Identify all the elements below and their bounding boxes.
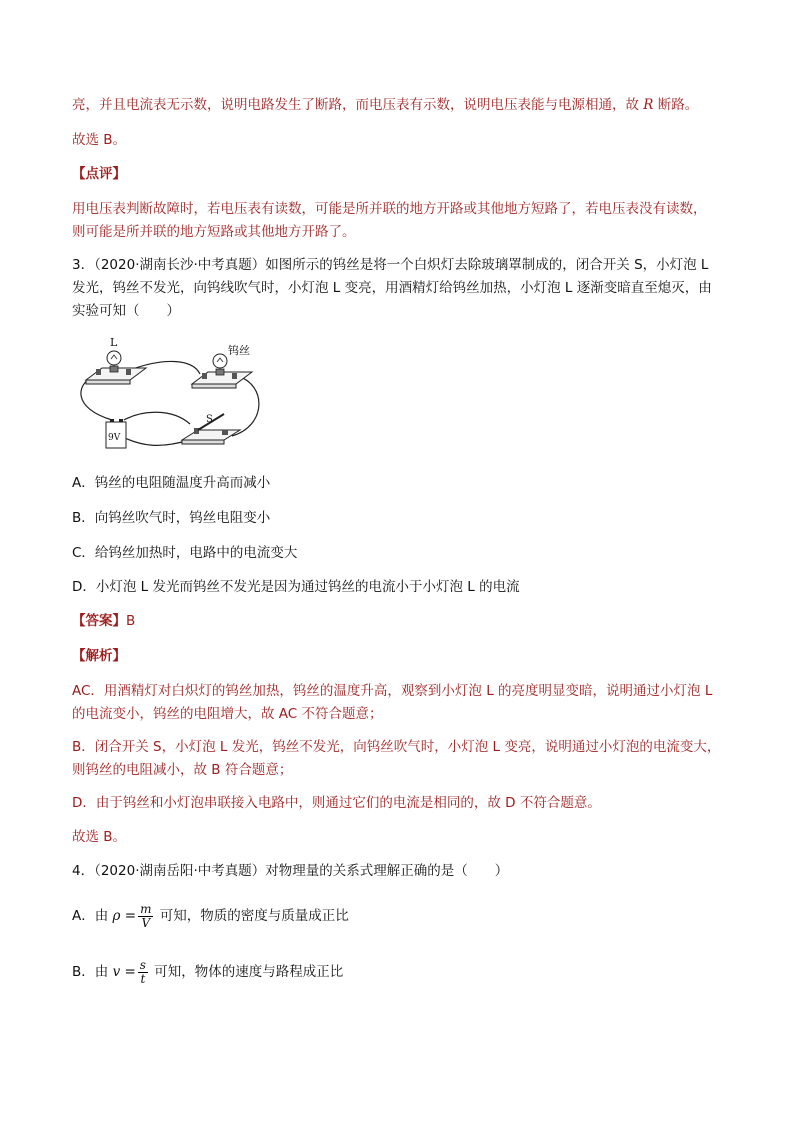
q4-option-a-text: 可知，物质的密度与质量成正比 bbox=[155, 908, 349, 924]
q3-conclusion: 故选 B。 bbox=[72, 829, 127, 845]
prev-explanation-text: 亮，并且电流表无示数，说明电路发生了断路，而电压表有示数，说明电压表能与电源相通，故 bbox=[72, 97, 644, 113]
analysis-ac-line2: 的电流变小，钨丝的电阻增大，故 AC 不符合题意； bbox=[72, 706, 383, 722]
q3-option-d: D．小灯泡 L 发光而钨丝不发光是因为通过钨丝的电流小于小灯泡 L 的电流 bbox=[72, 579, 520, 595]
circuit-figure bbox=[72, 336, 272, 460]
analysis-b-line2: 则钨丝的电阻减小，故 B 符合题意； bbox=[72, 762, 293, 778]
battery-label: 9V bbox=[108, 433, 121, 443]
comment-line1: 用电压表判断故障时，若电压表有读数，可能是所并联的地方开路或其他地方短路了，若电压表没有读数， bbox=[72, 201, 707, 217]
q4-option-a-prefix: A．由 bbox=[72, 908, 113, 924]
answer-value: B bbox=[126, 613, 136, 629]
q4-stem: 4．（2020·湖南岳阳·中考真题）对物理量的关系式理解正确的是（ ） bbox=[72, 863, 509, 879]
q3-stem-line2: 发光，钨丝不发光，向钨线吹气时，小灯泡 L 变亮，用酒精灯给钨丝加热，小灯泡 L 逐渐变暗直至熄灭，由 bbox=[72, 280, 712, 296]
prev-conclusion: 故选 B。 bbox=[72, 132, 127, 148]
velocity-fraction bbox=[138, 959, 148, 986]
prev-explanation-line1 bbox=[72, 95, 698, 115]
q3-stem-line3: 实验可知（ ） bbox=[72, 303, 180, 319]
answer-tag: 【答案】 bbox=[72, 613, 126, 629]
comment-line2: 则可能是所并联的地方短路或其他地方开路了。 bbox=[72, 224, 356, 240]
analysis-ac-line1: AC．用酒精灯对白炽灯的钨丝加热，钨丝的温度升高，观察到小灯泡 L 的亮度明显变暗，说明通过小灯泡 L bbox=[72, 683, 713, 699]
prev-explanation-text-end: 断路。 bbox=[653, 97, 699, 113]
density-fraction bbox=[138, 903, 153, 930]
comment-tag: 【点评】 bbox=[72, 166, 126, 182]
q3-stem-line1: 3．（2020·湖南长沙·中考真题）如图所示的钨丝是将一个白炽灯去除玻璃罩制成的，闭合开关 S，小灯泡 L bbox=[72, 257, 709, 273]
resistor-variable: R bbox=[643, 97, 654, 113]
fraction-denominator-v: V bbox=[141, 915, 151, 930]
analysis-b-line1: B．闭合开关 S，小灯泡 L 发光，钨丝不发光，向钨丝吹气时，小灯泡 L 变亮，说明通过小灯泡的电流变大， bbox=[72, 739, 721, 755]
q3-option-c: C．给钨丝加热时，电路中的电流变大 bbox=[72, 545, 298, 561]
lamp-label: L bbox=[110, 336, 118, 349]
velocity-symbol: v = bbox=[112, 964, 136, 980]
battery bbox=[106, 419, 126, 448]
tungsten-filament bbox=[192, 343, 252, 388]
lamp-l bbox=[86, 336, 146, 384]
fraction-numerator-m: m bbox=[140, 901, 152, 916]
density-symbol: ρ = bbox=[112, 908, 137, 924]
q3-option-b: B．向钨丝吹气时，钨丝电阻变小 bbox=[72, 510, 271, 526]
q3-option-a: A．钨丝的电阻随温度升高而减小 bbox=[72, 475, 271, 491]
fraction-denominator-t: t bbox=[140, 971, 146, 986]
q4-option-b-prefix: B．由 bbox=[72, 964, 113, 980]
analysis-tag: 【解析】 bbox=[72, 648, 126, 664]
q4-option-a bbox=[72, 902, 349, 930]
q4-option-b bbox=[72, 958, 343, 986]
analysis-d: D．由于钨丝和小灯泡串联接入电路中，则通过它们的电流是相同的，故 D 不符合题意。 bbox=[72, 795, 601, 811]
fraction-numerator-s: s bbox=[139, 957, 146, 972]
q4-option-b-text: 可知，物体的速度与路程成正比 bbox=[149, 964, 344, 980]
filament-label: 钨丝 bbox=[228, 344, 250, 357]
switch-label: S bbox=[206, 414, 213, 425]
q3-answer-row bbox=[72, 611, 135, 631]
switch-s bbox=[182, 414, 240, 444]
circuit-diagram bbox=[72, 336, 272, 460]
